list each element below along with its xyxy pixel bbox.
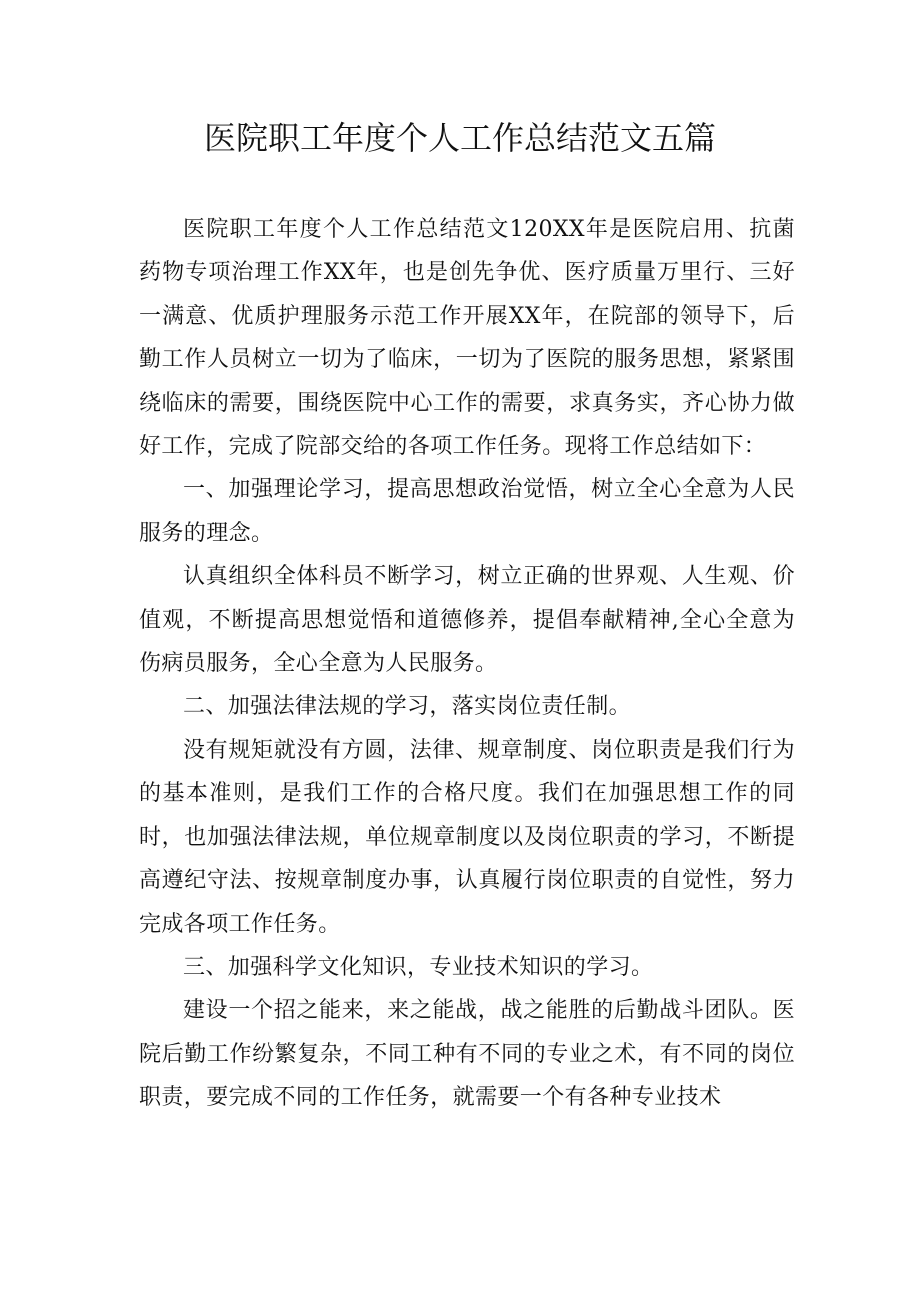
section-heading-3: 三、加强科学文化知识，专业技术知识的学习。 xyxy=(183,954,654,980)
section-heading-1: 一、加强理论学习，提高思想政治觉悟，树立全心全意为人民服务的理念。 xyxy=(139,477,795,546)
document-title: 医院职工年度个人工作总结范文五篇 xyxy=(203,119,716,157)
paragraph-intro: 医院职工年度个人工作总结范文120XX年是医院启用、抗菌药物专项治理工作XX年，也是创先争优、医疗质量万里行、三好一满意、优质护理服务示范工作开展XX年，在院部的领导下，后勤工作人员树立一切为了临床，一切为了医院的服务思想，紧紧围绕临床的需要，围绕医院中心工作的需要，求真务实，齐心协力做好工作，完成了院部交给的各项工作任务。现将工作总结如下： xyxy=(139,217,795,460)
paragraph-section-1: 认真组织全体科员不断学习，树立正确的世界观、人生观、价值观，不断提高思想觉悟和道德修养，提倡奉献精神,全心全意为伤病员服务，全心全意为人民服务。 xyxy=(139,564,795,677)
paragraph-section-3: 建设一个招之能来，来之能战，战之能胜的后勤战斗团队。医院后勤工作纷繁复杂，不同工种有不同的专业之术，有不同的岗位职责，要完成不同的工作任务，就需要一个有各种专业技术 xyxy=(139,998,795,1111)
paragraph-section-2: 没有规矩就没有方圆，法律、规章制度、岗位职责是我们行为的基本准则，是我们工作的合格尺度。我们在加强思想工作的同时，也加强法律法规，单位规章制度以及岗位职责的学习，不断提高遵纪守法、按规章制度办事，认真履行岗位职责的自觉性，努力完成各项工作任务。 xyxy=(139,737,795,937)
document-body xyxy=(139,208,795,1120)
section-heading-2: 二、加强法律法规的学习，落实岗位责任制。 xyxy=(183,694,632,720)
